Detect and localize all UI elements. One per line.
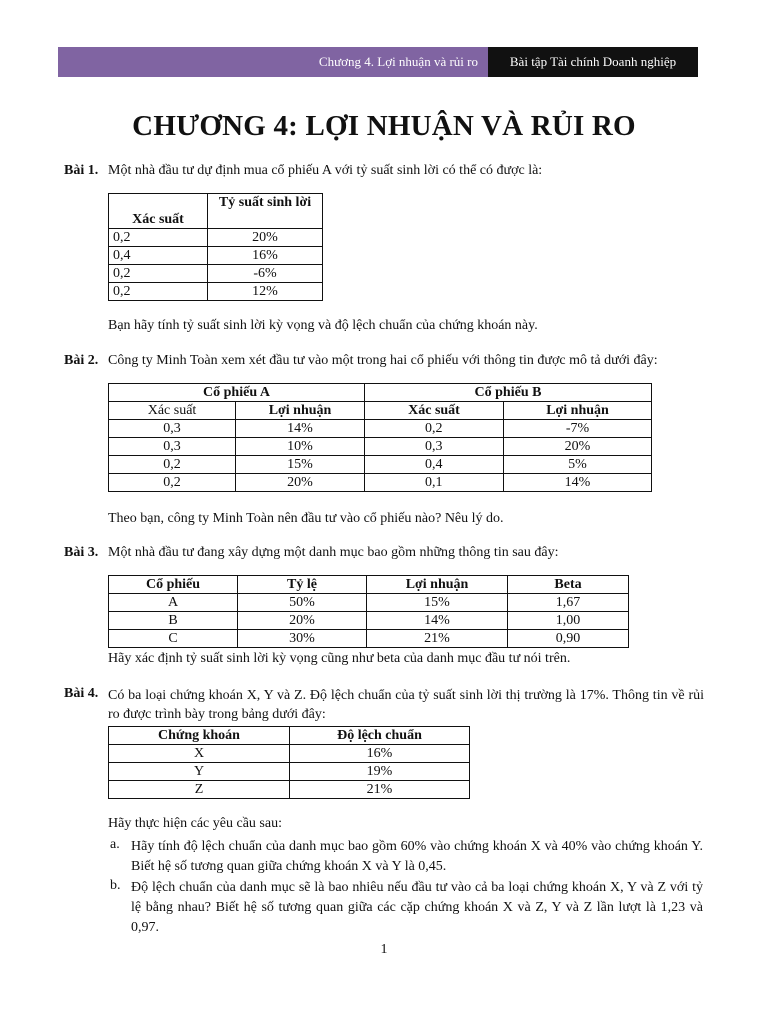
table-cell: 5% [504,456,652,474]
bai1-col-return: Tỷ suất sinh lời [208,194,323,229]
bai2-group-a: Cổ phiếu A [109,384,365,402]
table-header-row [109,576,629,594]
table-cell: 21% [367,630,508,648]
table-header-cell: Cổ phiếu [109,576,238,594]
table-cell: Z [109,781,290,799]
table-row [109,781,470,799]
table-cell: C [109,630,238,648]
table-cell: X [109,745,290,763]
table-cell: Y [109,763,290,781]
table-row [109,474,652,492]
table-cell: 20% [504,438,652,456]
table-cell: 20% [208,229,323,247]
table-cell: 12% [208,283,323,301]
table-header-cell: Tỷ lệ [238,576,367,594]
bai1-table [108,193,323,301]
table-cell: 0,4 [365,456,504,474]
table-header-row [109,194,323,229]
table-header-cell: Lợi nhuận [367,576,508,594]
table-cell: 0,90 [508,630,629,648]
table-row [109,612,629,630]
bai4-item-a-label: a. [110,837,120,852]
table-cell: 0,2 [109,474,236,492]
table-row [109,763,470,781]
table-header-cell: Chứng khoán [109,727,290,745]
table-cell: 0,3 [109,438,236,456]
table-header-row [109,727,470,745]
bai1-label: Bài 1. [64,163,99,178]
header-chapter: Chương 4. Lợi nhuận và rủi ro [58,47,488,77]
table-row [109,456,652,474]
table-cell: 1,00 [508,612,629,630]
bai4-item-a-text: Hãy tính độ lệch chuẩn của danh mục bao gồm 60% vào chứng khoán X và 40% vào chứng khoán Y. Biết hệ số tương quan giữa chứng khoán X và Y là 0,45. [131,839,703,874]
bai2-question: Theo bạn, công ty Minh Toàn nên đầu tư vào cổ phiếu nào? Nêu lý do. [108,511,504,526]
table-cell: 0,2 [109,283,208,301]
table-cell: 15% [367,594,508,612]
table-cell: 0,2 [109,456,236,474]
table-cell: 16% [208,247,323,265]
table-cell: 0,2 [365,420,504,438]
table-header-cell: Lợi nhuận [504,402,652,420]
bai3-label: Bài 3. [64,545,99,560]
bai2-table [108,383,652,492]
bai3-question: Hãy xác định tỷ suất sinh lời kỳ vọng cũng như beta của danh mục đầu tư nói trên. [108,651,571,666]
table-cell: 0,2 [109,229,208,247]
table-cell: 1,67 [508,594,629,612]
table-header-row [109,402,652,420]
table-cell: -6% [208,265,323,283]
table-row [109,283,323,301]
bai1-text: Một nhà đầu tư dự định mua cổ phiếu A với tỷ suất sinh lời có thể có được là: [108,163,543,178]
table-row [109,420,652,438]
table-header-row [109,384,652,402]
bai4-text: Có ba loại chứng khoán X, Y và Z. Độ lệch chuẩn của tỷ suất sinh lời thị trường là 17%. Thông tin về rủi ro được trình bày trong bảng dưới đây: [108,688,704,722]
table-cell: 0,2 [109,265,208,283]
table-cell: 14% [504,474,652,492]
table-row [109,247,323,265]
table-cell: A [109,594,238,612]
table-row [109,229,323,247]
bai3-table [108,575,629,648]
table-cell: 15% [236,456,365,474]
table-cell: 0,3 [365,438,504,456]
page-header [58,47,698,77]
table-cell: 20% [238,612,367,630]
table-cell: 14% [236,420,365,438]
bai1-col-prob: Xác suất [109,194,208,229]
table-header-cell: Beta [508,576,629,594]
table-header-cell: Xác suất [365,402,504,420]
table-header-cell: Lợi nhuận [236,402,365,420]
table-row [109,265,323,283]
bai4-label: Bài 4. [64,686,99,701]
table-cell: B [109,612,238,630]
table-header-cell: Độ lệch chuẩn [290,727,470,745]
table-cell: 30% [238,630,367,648]
table-cell: 0,4 [109,247,208,265]
bai2-group-b: Cổ phiếu B [365,384,652,402]
table-row [109,745,470,763]
table-cell: 19% [290,763,470,781]
bai1-question: Bạn hãy tính tỷ suất sinh lời kỳ vọng và độ lệch chuẩn của chứng khoán này. [108,318,538,333]
table-cell: 10% [236,438,365,456]
table-cell: 0,3 [109,420,236,438]
page-number: 1 [380,942,388,957]
table-cell: -7% [504,420,652,438]
bai4-intro: Hãy thực hiện các yêu cầu sau: [108,816,282,831]
table-header-cell: Xác suất [109,402,236,420]
table-cell: 0,1 [365,474,504,492]
table-row [109,594,629,612]
table-cell: 50% [238,594,367,612]
bai3-text: Một nhà đầu tư đang xây dựng một danh mục bao gồm những thông tin sau đây: [108,545,559,560]
table-row [109,438,652,456]
table-row [109,630,629,648]
bai4-item-b-label: b. [110,878,121,893]
table-cell: 20% [236,474,365,492]
bai4-table [108,726,470,799]
table-cell: 16% [290,745,470,763]
bai2-text: Công ty Minh Toàn xem xét đầu tư vào một trong hai cổ phiếu với thông tin được mô tả dưới đây: [108,353,658,368]
bai4-item-b-text: Độ lệch chuẩn của danh mục sẽ là bao nhiêu nếu đầu tư vào cả ba loại chứng khoán X, Y và Z với tỷ lệ bằng nhau? Biết hệ số tương quan giữa các cặp chứng khoán X và Z, Y và Z lần lượt là 1,23 và 0,97. [131,880,703,935]
chapter-title: CHƯƠNG 4: LỢI NHUẬN VÀ RỦI RO [132,110,636,142]
table-cell: 14% [367,612,508,630]
bai2-label: Bài 2. [64,353,99,368]
table-cell: 21% [290,781,470,799]
header-book-title: Bài tập Tài chính Doanh nghiệp [488,47,698,77]
